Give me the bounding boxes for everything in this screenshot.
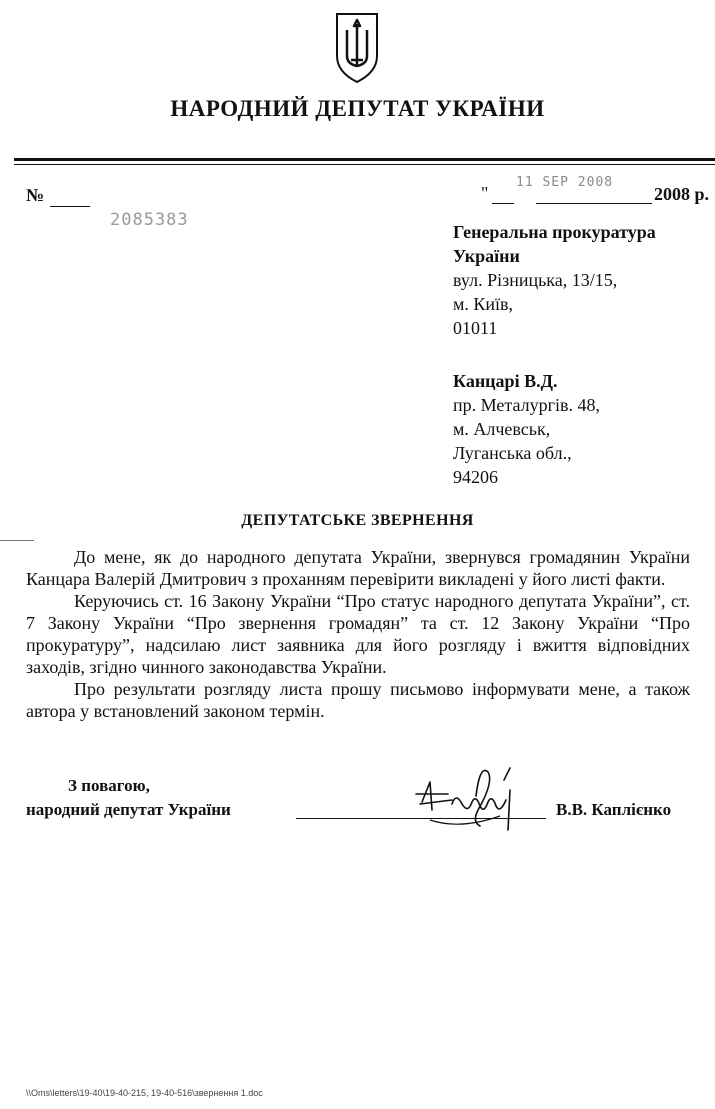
recipient-postal: 94206 [453,467,498,487]
date-month-line [536,203,652,204]
margin-dash [0,540,34,541]
recipient-citizen [453,369,600,489]
letter-body [26,546,690,722]
recipient-name: Канцарі В.Д. [453,371,558,391]
header-rule-thin [14,164,715,165]
recipient-city: м. Київ, [453,294,514,314]
reference-number-stamp: 2085383 [110,210,189,230]
header-rule-thick [14,158,715,161]
date-year: 2008 р. [654,184,710,204]
signature-line [296,818,546,819]
reference-number-label: № [26,185,45,205]
paragraph: До мене, як до народного депутата України, звернувся громадянин України Канцара Валерій Дмитрович з проханням перевірити викладені у його листі факти. [26,547,690,589]
date-stamp: 11 SEP 2008 [516,175,614,190]
paragraph: Керуючись ст. 16 Закону України “Про статус народного депутата України”, ст. 7 Закону України “Про звернення громадян” та ст. 12 Закону України “Про прокуратуру”, надсилаю лист заявника для його розгляду і вжиття відповідних заходів, згідно чинного законодавства України. [26,591,690,677]
recipient-street: пр. Металургів. 48, [453,395,600,415]
date-quote: " [481,183,489,203]
reference-number-line [50,206,90,207]
document-heading: ДЕПУТАТСЬКЕ ЗВЕРНЕННЯ [241,512,474,529]
date-day-line [492,203,514,204]
recipient-postal: 01011 [453,318,498,338]
closing-greeting: З повагою, [68,776,150,795]
handwritten-signature-icon [360,760,560,840]
paragraph: Про результати розгляду листа прошу письмово інформувати мене, а також автора у встановлений законом термін. [26,679,690,721]
recipient-city: м. Алчевськ, [453,419,551,439]
trident-coat-of-arms-icon [327,6,387,86]
closing-title: народний депутат України [26,800,231,819]
recipient-region: Луганська обл., [453,443,572,463]
signer-name: В.В. Каплієнко [556,800,672,819]
recipient-name-line1: Генеральна прокуратура [453,222,656,242]
recipient-prosecutor [453,220,656,340]
page-title: НАРОДНИЙ ДЕПУТАТ УКРАЇНИ [170,96,545,121]
recipient-name-line2: України [453,246,520,266]
recipient-street: вул. Різницька, 13/15, [453,270,618,290]
file-path-footer: \\Oms\letters\19-40\19-40-215, 19-40-516\звернення 1.doc [26,1088,263,1098]
